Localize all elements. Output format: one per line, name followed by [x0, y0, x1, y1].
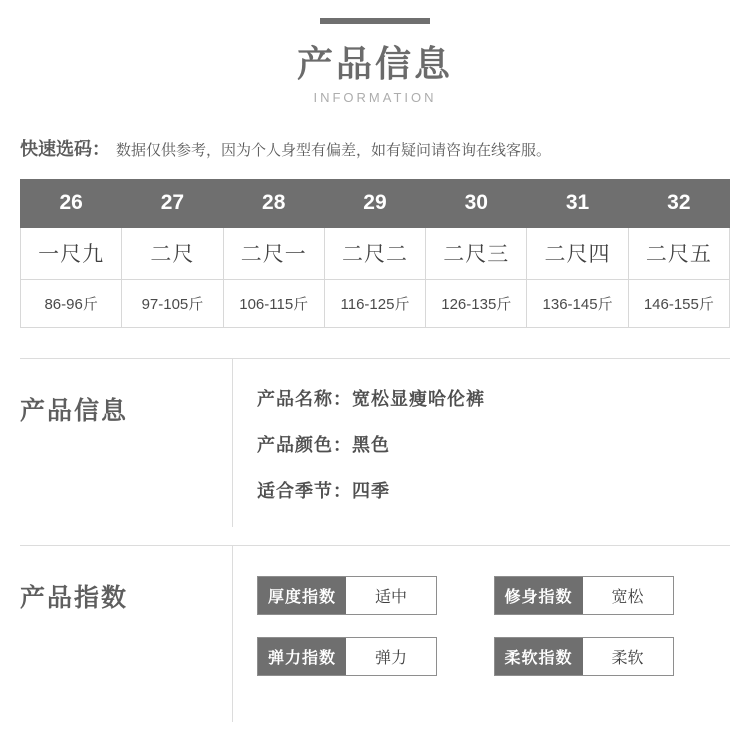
- chip-value: 柔软: [583, 638, 673, 675]
- size-chart-header-row: [21, 179, 730, 227]
- size-header-cell: 32: [628, 179, 729, 227]
- index-chip-grid: [257, 572, 730, 698]
- weight-cell: 97-105斤: [122, 279, 223, 327]
- chip-value: 弹力: [346, 638, 436, 675]
- weight-cell: 106-115斤: [223, 279, 324, 327]
- size-header-cell: 26: [21, 179, 122, 227]
- waist-cell: 二尺五: [628, 227, 729, 279]
- product-information-page: [0, 18, 750, 749]
- size-header-cell: 31: [527, 179, 628, 227]
- page-title: 产品信息: [296, 43, 453, 84]
- quick-size-text: 数据仅供参考，因为个人身型有偏差，如有疑问请咨询在线客服。: [116, 141, 552, 159]
- chip-value: 适中: [346, 577, 436, 614]
- product-index-details: [232, 546, 730, 722]
- waist-cell: 二尺一: [223, 227, 324, 279]
- waist-cell: 二尺二: [324, 227, 425, 279]
- page-subtitle: INFORMATION: [313, 89, 437, 105]
- size-header-cell: 27: [122, 179, 223, 227]
- product-info-heading: 产品信息: [20, 396, 129, 425]
- product-name-line: 产品名称：宽松显瘦哈伦裤: [257, 388, 485, 409]
- chip-value: 宽松: [583, 577, 673, 614]
- product-color-line: 产品颜色：黑色: [257, 434, 390, 455]
- index-chip-cell: [494, 576, 731, 615]
- quick-size-note: [20, 135, 750, 161]
- size-header-cell: 29: [324, 179, 425, 227]
- index-chip-cell: [257, 576, 494, 615]
- waist-cell: 二尺三: [426, 227, 527, 279]
- waist-cell: 一尺九: [21, 227, 122, 279]
- index-chip-cell: [257, 637, 494, 676]
- waist-cell: 二尺: [122, 227, 223, 279]
- product-info-section: [20, 358, 730, 527]
- weight-cell: 136-145斤: [527, 279, 628, 327]
- chip-key: 弹力指数: [258, 638, 346, 675]
- index-chip-cell: [494, 637, 731, 676]
- weight-cell: 146-155斤: [628, 279, 729, 327]
- elasticity-index-chip: [257, 637, 437, 676]
- weight-row: [21, 279, 730, 327]
- product-index-heading: 产品指数: [20, 583, 129, 612]
- product-info-heading-wrap: [20, 359, 232, 527]
- weight-cell: 126-135斤: [426, 279, 527, 327]
- softness-index-chip: [494, 637, 674, 676]
- chip-key: 修身指数: [495, 577, 583, 614]
- product-index-section: [20, 545, 730, 722]
- waist-row: [21, 227, 730, 279]
- product-info-details: [232, 359, 730, 527]
- waist-cell: 二尺四: [527, 227, 628, 279]
- size-header-cell: 30: [426, 179, 527, 227]
- chip-key: 柔软指数: [495, 638, 583, 675]
- weight-cell: 116-125斤: [324, 279, 425, 327]
- quick-size-label: 快速选码：: [20, 138, 110, 159]
- size-chart-table: [20, 179, 730, 328]
- fit-index-chip: [494, 576, 674, 615]
- product-index-heading-wrap: [20, 546, 232, 722]
- product-season-line: 适合季节：四季: [257, 480, 390, 501]
- chip-key: 厚度指数: [258, 577, 346, 614]
- weight-cell: 86-96斤: [21, 279, 122, 327]
- thickness-index-chip: [257, 576, 437, 615]
- header-accent-bar: [320, 18, 430, 24]
- size-header-cell: 28: [223, 179, 324, 227]
